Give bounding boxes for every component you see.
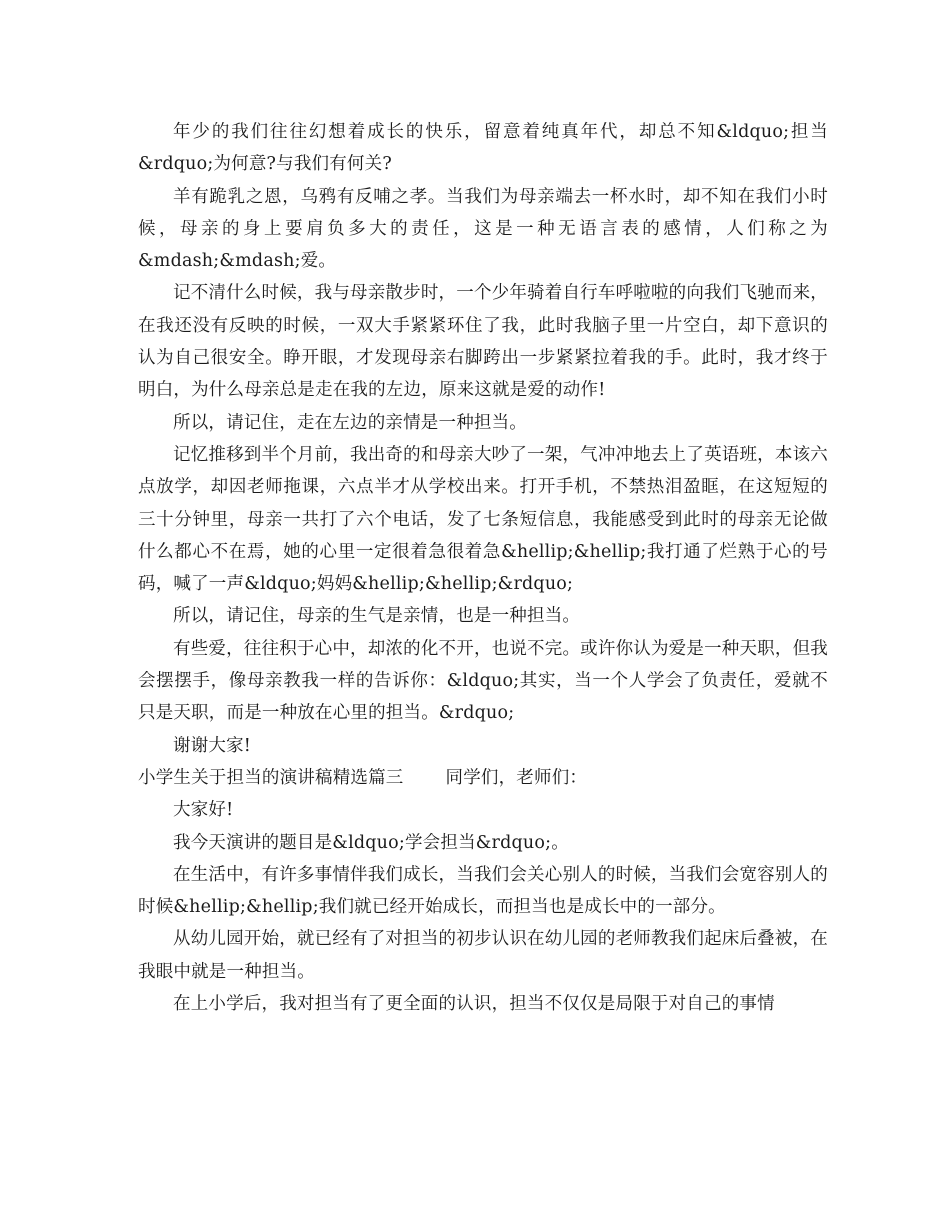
paragraph: 所以，请记住，母亲的生气是亲情，也是一种担当。 [173,606,581,627]
paragraph: 有些爱，往往积于心中，却浓的化不开，也说不完。或许你认为爱是一种天职，但我会摆摆手，像母亲教我一样的告诉你：&ldquo;其实，当一个人学会了负责任，爱就不只是天职，而是一种放在心里的担当。&rdquo; [138,638,828,724]
paragraph: 年少的我们往往幻想着成长的快乐，留意着纯真年代，却总不知&ldquo;担当&rdquo;为何意?与我们有何关? [138,122,828,175]
salutation: 同学们，老师们： [445,767,588,788]
paragraph: 我今天演讲的题目是&ldquo;学会担当&rdquo;。 [173,832,569,853]
paragraph: 从幼儿园开始，就已经有了对担当的初步认识在幼儿园的老师教我们起床后叠被，在我眼中就是一种担当。 [138,929,828,982]
paragraph: 大家好! [173,800,234,821]
paragraph: 在上小学后，我对担当有了更全面的认识，担当不仅仅是局限于对自己的事情 [173,994,775,1015]
paragraph: 记不清什么时候，我与母亲散步时，一个少年骑着自行车呼啦啦的向我们飞驰而来，在我还没有反映的时候，一双大手紧紧环住了我，此时我脑子里一片空白，却下意识的认为自己很安全。睁开眼，才发现母亲右脚跨出一步紧紧拉着我的手。此时，我才终于明白，为什么母亲总是走在我的左边，原来这就是爱的动作! [138,283,828,401]
paragraph: 在生活中，有许多事情伴我们成长，当我们会关心别人的时候，当我们会宽容别人的时候&hellip;&hellip;我们就已经开始成长，而担当也是成长中的一部分。 [138,864,828,918]
section-heading-line [138,762,828,794]
section-title: 小学生关于担当的演讲稿精选篇三 [138,767,404,788]
paragraph: 所以，请记住，走在左边的亲情是一种担当。 [173,412,527,433]
paragraph: 谢谢大家! [173,735,252,756]
paragraph: 羊有跪乳之恩，乌鸦有反哺之孝。当我们为母亲端去一杯水时，却不知在我们小时候，母亲的身上要肩负多大的责任，这是一种无语言表的感情，人们称之为&mdash;&mdash;爱。 [138,186,828,272]
document-body [138,116,828,1020]
paragraph: 记忆推移到半个月前，我出奇的和母亲大吵了一架，气冲冲地去上了英语班，本该六点放学，却因老师拖课，六点半才从学校出来。打开手机，不禁热泪盈眶，在这短短的三十分钟里，母亲一共打了六个电话，发了七条短信息，我能感受到此时的母亲无论做什么都心不在焉，她的心里一定很着急很着急&hellip;&hellip;我打通了烂熟于心的号码，喊了一声&ldquo;妈妈&hellip;&hellip;&rdquo; [138,444,828,595]
